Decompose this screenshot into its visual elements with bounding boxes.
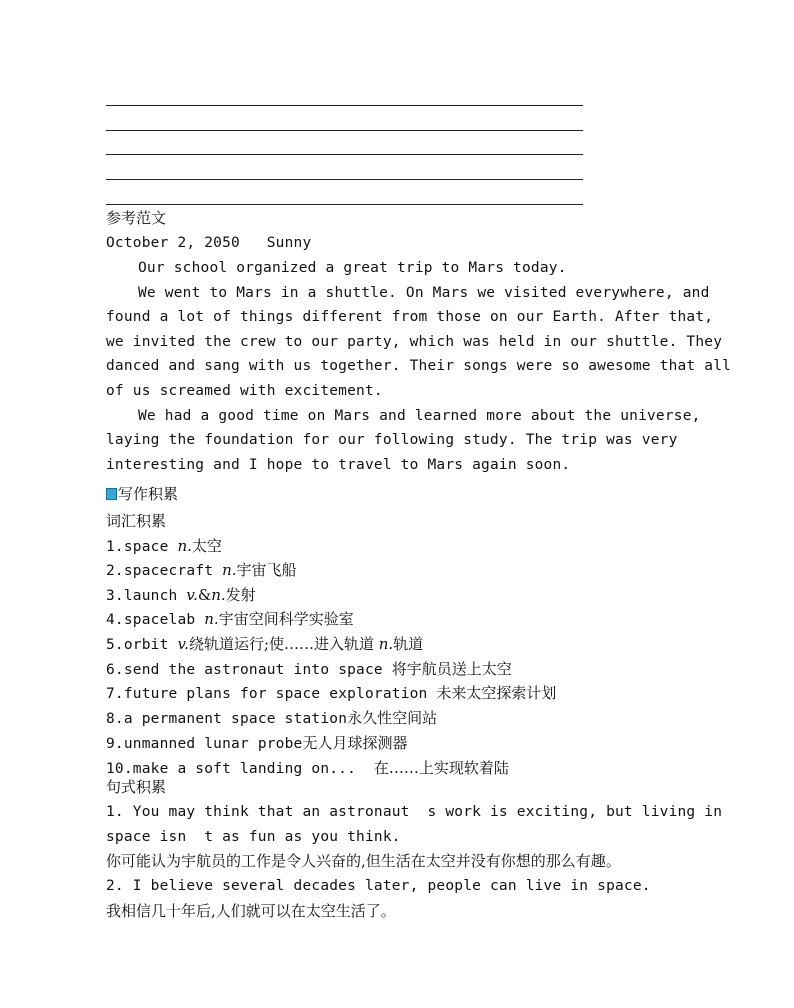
vocab-item: 9.unmanned lunar probe无人月球探测器	[106, 734, 408, 752]
essay-paragraph-2-line: of us screamed with excitement.	[106, 383, 383, 399]
vocab-item: 5.orbit v.绕轨道运行;使……进入轨道 n.轨道	[106, 635, 424, 653]
vocab-item: 7.future plans for space exploration 未来太空探索计划	[106, 684, 557, 702]
vocab-item: 3.launch v.&n.发射	[106, 586, 256, 604]
answer-line	[106, 105, 583, 106]
vocabulary-title: 词汇积累	[106, 512, 167, 530]
essay-paragraph-2-line: We went to Mars in a shuttle. On Mars we visited everywhere, and	[138, 285, 710, 301]
vocab-item: 2.spacecraft n.宇宙飞船	[106, 561, 297, 579]
answer-line	[106, 154, 583, 155]
answer-line	[106, 179, 583, 180]
sentence-2-chinese: 我相信几十年后,人们就可以在太空生活了。	[106, 902, 396, 920]
answer-line	[106, 130, 583, 131]
vocab-item: 1.space n.太空	[106, 537, 222, 555]
sentence-patterns-title: 句式积累	[106, 778, 167, 796]
essay-paragraph-1: Our school organized a great trip to Mars today.	[138, 260, 567, 276]
essay-paragraph-3-line: interesting and I hope to travel to Mars again soon.	[106, 457, 571, 473]
essay-paragraph-2-line: found a lot of things different from those on our Earth. After that,	[106, 309, 714, 325]
essay-date-line: October 2, 2050 Sunny	[106, 235, 312, 251]
essay-paragraph-2-line: danced and sang with us together. Their songs were so awesome that all	[106, 358, 732, 374]
sentence-1-english: 1. You may think that an astronaut s work is exciting, but living in	[106, 804, 723, 820]
writing-accumulation-title: 写作积累	[118, 485, 179, 503]
sentence-2-english: 2. I believe several decades later, people can live in space.	[106, 878, 651, 894]
essay-paragraph-2-line: we invited the crew to our party, which was held in our shuttle. They	[106, 334, 723, 350]
sentence-1-english: space isn t as fun as you think.	[106, 829, 401, 845]
vocab-item: 4.spacelab n.宇宙空间科学实验室	[106, 610, 354, 628]
sentence-1-chinese: 你可能认为宇航员的工作是令人兴奋的,但生活在太空并没有你想的那么有趣。	[106, 852, 621, 870]
vocab-item: 8.a permanent space station永久性空间站	[106, 709, 438, 727]
section-marker-icon	[106, 488, 117, 500]
essay-paragraph-3-line: We had a good time on Mars and learned more about the universe,	[138, 408, 701, 424]
model-essay-title: 参考范文	[106, 209, 167, 227]
vocab-item: 10.make a soft landing on... 在……上实现软着陆	[106, 759, 509, 777]
answer-line	[106, 204, 583, 205]
vocab-item: 6.send the astronaut into space 将宇航员送上太空	[106, 660, 512, 678]
essay-paragraph-3-line: laying the foundation for our following study. The trip was very	[106, 432, 678, 448]
